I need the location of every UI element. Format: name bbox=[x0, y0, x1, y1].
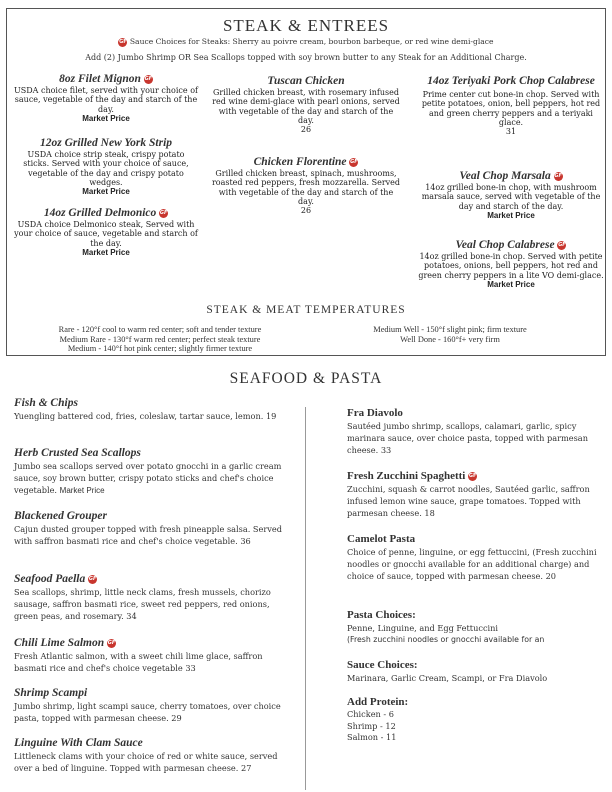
gluten-free-icon: GF bbox=[144, 75, 153, 82]
seafood-item-sea-scallops: Herb Crusted Sea Scallops Jumbo sea scallops served over potato gnocchi in a garlic cream sauce, soy brown butter, crispy potato sticks and chef's choice vegetable. Market Price bbox=[14, 447, 282, 496]
gluten-free-icon: GF bbox=[554, 172, 562, 179]
menu-item-delmonico: 14oz Grilled Delmonico GF USDA choice Delmonico steak, Served with your choice of sauce, vegetable and starch of the day. Market Price bbox=[14, 207, 198, 257]
seafood-item-seafood-paella: Seafood Paella GF Sea scallops, shrimp, little neck clams, fresh mussels, chorizo sausage, saffron basmati rice, sweet red peppers, red onions, green peas, and rosemary. 34 bbox=[14, 573, 271, 622]
steak-addon-note: Add (2) Jumbo Shrimp OR Sea Scallops topped with soy brown butter to any Steak for an Additional Charge. bbox=[85, 53, 527, 62]
seafood-item-camelot-pasta: Camelot Pasta Choice of penne, linguine, or egg fettuccini, (Fresh zucchini noodles or gnocchi available for an additional charge) and choice of sauce, topped with parmesan cheese. 20 bbox=[347, 533, 597, 582]
steak-section-title: STEAK & ENTREES bbox=[222, 16, 390, 35]
menu-item-veal-chop-marsala: Veal Chop Marsala GF 14oz grilled bone-in chop, with mushroom marsala sauce, served with vegetable of the day and starch of the day. Market Price bbox=[421, 170, 601, 220]
seafood-item-fra-diavolo: Fra Diavolo Sautéed jumbo shrimp, scallops, calamari, garlic, spicy marinara sauce, over choice pasta, topped with parmesan cheese. 33 bbox=[347, 407, 588, 456]
pasta-choices: Pasta Choices: Penne, Linguine, and Egg Fettuccini (Fresh zucchini noodles or gnocchi available for an bbox=[347, 609, 545, 645]
seafood-item-linguine-clam: Linguine With Clam Sauce Littleneck clams with your choice of red or white sauce, served over a bed of linguine. Topped with parmesan cheese. 27 bbox=[14, 737, 278, 774]
seafood-section-title: SEAFOOD & PASTA bbox=[229, 370, 383, 387]
menu-item-tuscan-chicken: Tuscan Chicken Grilled chicken breast, with rosemary infused red wine demi-glace with pearl onions, served with vegetable of the day and starch of the day. 26 bbox=[212, 75, 400, 135]
gluten-free-icon: GF bbox=[558, 241, 566, 248]
seafood-item-chili-lime-salmon: Chili Lime Salmon GF Fresh Atlantic salmon, with a sweet chili lime glace, saffron basmati rice and chef's choice vegetable 33 bbox=[14, 637, 263, 674]
temperatures-right: Medium Well - 150°f slight pink; firm texture Well Done - 160°f+ very firm bbox=[373, 325, 527, 344]
seafood-item-blackened-grouper: Blackened Grouper Cajun dusted grouper topped with fresh pineapple salsa. Served with saffron basmati rice and chef's choice vegetable. 36 bbox=[14, 510, 283, 547]
sauce-choices: Sauce Choices: Marinara, Garlic Cream, Scampi, or Fra Diavolo bbox=[347, 659, 548, 683]
menu-item-veal-chop-calabrese: Veal Chop Calabrese GF 14oz grilled bone-in chop. Served with petite potatoes, onions, bell peppers, hot red and green cherry peppers in a lite VO demi-glace. Market Price bbox=[418, 239, 604, 289]
menu-item-chicken-florentine: Chicken Florentine GF Grilled chicken breast, spinach, mushrooms, roasted red peppers, fresh mozzarella. Served with vegetable of the day and starch of the day. 26 bbox=[211, 156, 401, 216]
gluten-free-icon: GF bbox=[350, 158, 358, 165]
menu-item-teriyaki-pork-chop: 14oz Teriyaki Pork Chop Calabrese Prime center cut bone-in chop. Served with petite potatoes, onion, bell peppers, hot red and green cherry peppers and a teriyaki glace. 31 bbox=[421, 75, 601, 137]
seafood-item-zucchini-spaghetti: Fresh Zucchini Spaghetti GF Zucchini, squash & carrot noodles, Sautéed garlic, saffron infused lemon wine sauce, grape tomatoes. Topped with parmesan cheese. 18 bbox=[347, 470, 590, 519]
temperatures-title: STEAK & MEAT TEMPERATURES bbox=[206, 304, 406, 316]
steak-sauce-note: GF Sauce Choices for Steaks: Sherry au poivre cream, bourbon barbeque, or red wine demi-glace bbox=[119, 37, 494, 46]
seafood-item-fish-chips: Fish & Chips Yuengling battered cod, fries, coleslaw, tartar sauce, lemon. 19 bbox=[14, 397, 277, 421]
gluten-free-icon: GF bbox=[468, 472, 477, 479]
column-divider bbox=[305, 407, 306, 790]
gluten-free-icon: GF bbox=[88, 575, 97, 582]
gluten-free-icon: GF bbox=[119, 38, 127, 45]
gluten-free-icon: GF bbox=[107, 639, 116, 646]
gluten-free-icon: GF bbox=[159, 209, 168, 216]
add-protein: Add Protein: Chicken - 6 Shrimp - 12 Salmon - 11 bbox=[347, 696, 409, 742]
temperatures-left: Rare - 120°f cool to warm red center; soft and tender texture Medium Rare - 130°f warm red center; perfect steak texture Medium - 140°f hot pink center; slightly firmer texture bbox=[58, 325, 262, 353]
menu-item-filet-mignon: 8oz Filet Mignon GF USDA choice filet, served with your choice of sauce, vegetable of the day and starch of the day. Market Price bbox=[14, 73, 198, 123]
seafood-item-shrimp-scampi: Shrimp Scampi Jumbo shrimp, light scampi sauce, cherry tomatoes, over choice pasta, topped with parmesan cheese. 29 bbox=[14, 687, 281, 724]
menu-item-ny-strip: 12oz Grilled New York Strip USDA choice strip steak, crispy potato sticks. Served with your choice of sauce, vegetable of the day and crispy potato wedges. Market Price bbox=[23, 137, 189, 197]
